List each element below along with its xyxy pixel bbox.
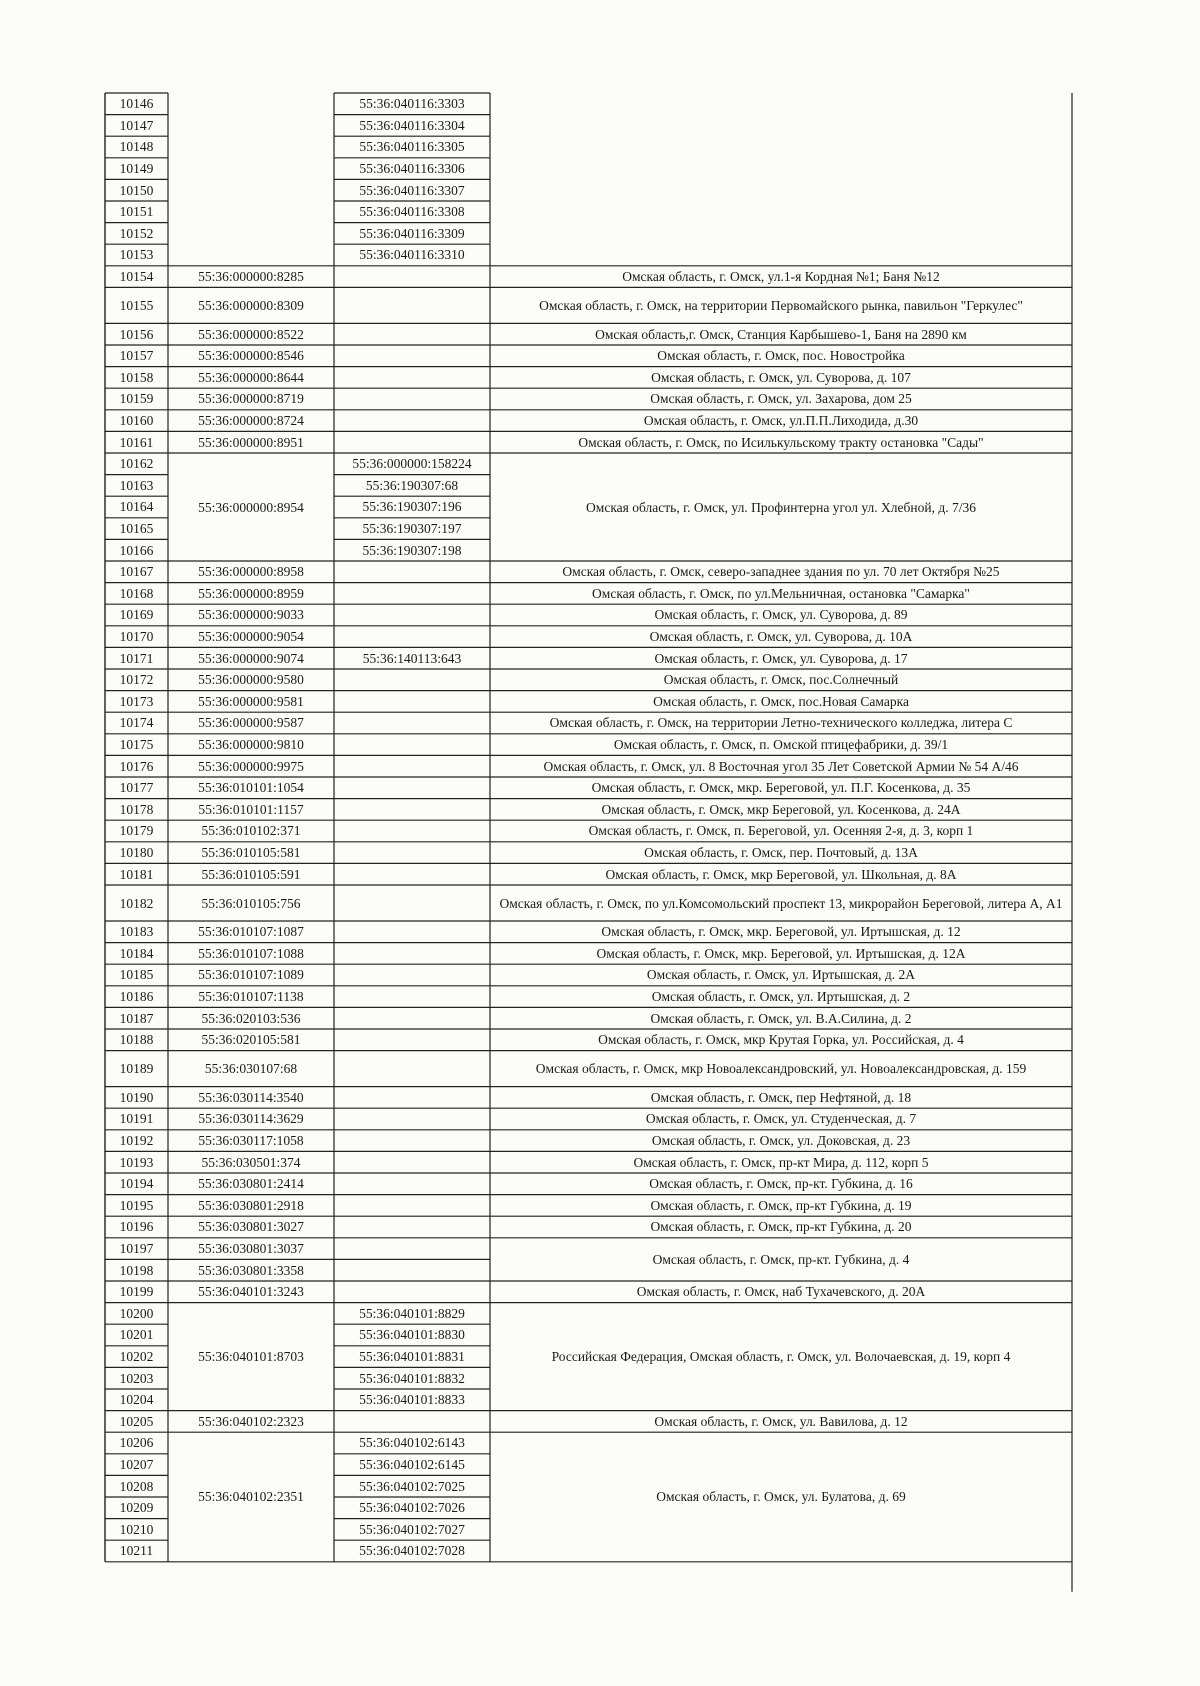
sub-cadastral-number-cell: 55:36:040116:3307 xyxy=(359,182,465,198)
cadastral-number-cell: 55:36:030501:374 xyxy=(201,1154,301,1170)
sub-cadastral-number-cell: 55:36:040101:8830 xyxy=(359,1327,465,1343)
sub-cadastral-number-cell: 55:36:040116:3306 xyxy=(359,161,465,177)
sub-cadastral-number-cell: 55:36:190307:68 xyxy=(365,477,459,493)
row-number-cell: 10207 xyxy=(119,1457,154,1473)
row-number-cell: 10187 xyxy=(119,1010,154,1026)
address-cell: Омская область, г. Омск, пр-кт. Губкина, д. 4 xyxy=(652,1251,910,1267)
cadastral-number-cell: 55:36:030107:68 xyxy=(204,1061,298,1077)
address-cell: Омская область, г. Омск, на территории Летно-технического колледжа, литера С xyxy=(549,715,1013,731)
row-number-cell: 10160 xyxy=(119,413,154,429)
address-cell: Омская область, г. Омск, на территории Первомайского рынка, павильон "Геркулес" xyxy=(539,297,1023,313)
row-number-cell: 10196 xyxy=(119,1219,154,1235)
sub-cadastral-number-cell: 55:36:190307:198 xyxy=(362,542,462,558)
row-number-cell: 10190 xyxy=(119,1089,154,1105)
sub-cadastral-number-cell: 55:36:040101:8829 xyxy=(359,1305,465,1321)
sub-cadastral-number-cell: 55:36:040116:3305 xyxy=(359,139,465,155)
address-cell: Омская область, г. Омск, ул.1-я Кордная №1; Баня №12 xyxy=(622,269,940,285)
address-cell: Омская область, г. Омск, ул. Булатова, д. 69 xyxy=(656,1489,906,1505)
row-number-cell: 10181 xyxy=(119,866,154,882)
row-number-cell: 10159 xyxy=(119,391,154,407)
cadastral-number-cell: 55:36:000000:9975 xyxy=(198,758,304,774)
row-number-cell: 10174 xyxy=(119,715,154,731)
sub-cadastral-number-cell: 55:36:000000:158224 xyxy=(352,456,472,472)
address-cell: Омская область, г. Омск, мкр Новоалександровский, ул. Новоалександровская, д. 159 xyxy=(535,1061,1027,1077)
row-number-cell: 10198 xyxy=(119,1262,154,1278)
row-number-cell: 10168 xyxy=(119,585,154,601)
sub-cadastral-number-cell: 55:36:040102:7028 xyxy=(359,1543,465,1559)
address-cell: Омская область, г. Омск, ул. В.А.Силина, д. 2 xyxy=(650,1010,912,1026)
row-number-cell: 10153 xyxy=(119,247,154,263)
cadastral-number-cell: 55:36:000000:8959 xyxy=(198,585,304,601)
address-cell: Омская область, г. Омск, пос. Новостройка xyxy=(657,348,905,364)
row-number-cell: 10206 xyxy=(119,1435,154,1451)
row-number-cell: 10209 xyxy=(119,1500,154,1516)
address-cell: Омская область, г. Омск, северо-западнее здания по ул. 70 лет Октября №25 xyxy=(562,564,1000,580)
row-number-cell: 10164 xyxy=(119,499,154,515)
address-cell: Омская область, г. Омск, ул. Иртышская, д. 2А xyxy=(646,967,916,983)
row-number-cell: 10169 xyxy=(119,607,154,623)
address-cell: Омская область, г. Омск, мкр. Береговой, ул. П.Г. Косенкова, д. 35 xyxy=(591,780,971,796)
cadastral-number-cell: 55:36:000000:8285 xyxy=(198,269,304,285)
cadastral-number-cell: 55:36:020105:581 xyxy=(201,1032,301,1048)
row-number-cell: 10189 xyxy=(119,1061,154,1077)
address-cell: Омская область, г. Омск, пос.Новая Самарка xyxy=(653,693,909,709)
cadastral-number-cell: 55:36:000000:8958 xyxy=(198,564,304,580)
row-number-cell: 10163 xyxy=(119,477,154,493)
row-number-cell: 10147 xyxy=(119,117,154,133)
address-cell: Омская область, г. Омск, п. Береговой, ул. Осенняя 2-я, д. 3, корп 1 xyxy=(588,823,974,839)
cadastral-number-cell: 55:36:040102:2323 xyxy=(198,1413,304,1429)
row-number-cell: 10197 xyxy=(119,1241,154,1257)
row-number-cell: 10182 xyxy=(119,895,154,911)
row-number-cell: 10166 xyxy=(119,542,154,558)
address-cell: Омская область, г. Омск, пр-кт Мира, д. 112, корп 5 xyxy=(633,1154,929,1170)
sub-cadastral-number-cell: 55:36:040116:3308 xyxy=(359,204,465,220)
row-number-cell: 10180 xyxy=(119,845,154,861)
address-cell: Омская область, г. Омск, ул.П.П.Лиходида, д.30 xyxy=(643,413,919,429)
address-cell: Омская область, г. Омск, ул. Вавилова, д. 12 xyxy=(654,1413,908,1429)
address-cell: Омская область, г. Омск, ул. Доковская, д. 23 xyxy=(651,1133,911,1149)
address-cell: Омская область, г. Омск, ул. Студенческая, д. 7 xyxy=(645,1111,917,1127)
row-number-cell: 10184 xyxy=(119,945,154,961)
cadastral-number-cell: 55:36:010101:1157 xyxy=(198,801,304,817)
cadastral-number-cell: 55:36:030801:3037 xyxy=(198,1241,304,1257)
cadastral-number-cell: 55:36:010107:1088 xyxy=(198,945,304,961)
cadastral-number-cell: 55:36:000000:9054 xyxy=(198,629,304,645)
cadastral-number-cell: 55:36:000000:9580 xyxy=(198,672,304,688)
address-cell: Омская область, г. Омск, мкр Береговой, ул. Школьная, д. 8А xyxy=(605,866,957,882)
row-number-cell: 10204 xyxy=(119,1392,154,1408)
cadastral-number-cell: 55:36:000000:8309 xyxy=(198,297,304,313)
sub-cadastral-number-cell: 55:36:040116:3303 xyxy=(359,96,465,112)
row-number-cell: 10161 xyxy=(119,434,154,450)
sub-cadastral-number-cell: 55:36:190307:196 xyxy=(362,499,462,515)
cadastral-number-cell: 55:36:010107:1087 xyxy=(198,924,304,940)
cadastral-number-cell: 55:36:010105:581 xyxy=(201,845,301,861)
row-number-cell: 10188 xyxy=(119,1032,154,1048)
sub-cadastral-number-cell: 55:36:040116:3309 xyxy=(359,225,465,241)
row-number-cell: 10158 xyxy=(119,369,154,385)
cadastral-number-cell: 55:36:000000:9810 xyxy=(198,737,304,753)
row-number-cell: 10201 xyxy=(119,1327,154,1343)
sub-cadastral-number-cell: 55:36:190307:197 xyxy=(362,521,462,537)
row-number-cell: 10191 xyxy=(119,1111,154,1127)
row-number-cell: 10185 xyxy=(119,967,154,983)
sub-cadastral-number-cell: 55:36:040102:7025 xyxy=(359,1478,465,1494)
cadastral-number-cell: 55:36:030114:3540 xyxy=(198,1089,304,1105)
cadastral-number-cell: 55:36:000000:8954 xyxy=(198,499,304,515)
cadastral-number-cell: 55:36:000000:8719 xyxy=(198,391,304,407)
row-number-cell: 10156 xyxy=(119,326,154,342)
address-cell: Омская область, г. Омск, ул. Захарова, дом 25 xyxy=(650,391,912,407)
row-number-cell: 10154 xyxy=(119,269,154,285)
row-number-cell: 10171 xyxy=(119,650,154,666)
cadastral-number-cell: 55:36:000000:9581 xyxy=(198,693,304,709)
cadastral-number-cell: 55:36:030114:3629 xyxy=(198,1111,304,1127)
address-cell: Омская область, г. Омск, пос.Солнечный xyxy=(663,672,899,688)
cadastral-number-cell: 55:36:010105:756 xyxy=(201,895,301,911)
row-number-cell: 10200 xyxy=(119,1305,154,1321)
address-cell: Омская область, г. Омск, мкр. Береговой, ул. Иртышская, д. 12А xyxy=(596,945,966,961)
row-number-cell: 10173 xyxy=(119,693,154,709)
cadastral-number-cell: 55:36:030801:2414 xyxy=(198,1176,304,1192)
address-cell: Омская область, г. Омск, ул. 8 Восточная угол 35 Лет Советской Армии № 54 А/46 xyxy=(543,758,1019,774)
row-number-cell: 10148 xyxy=(119,139,154,155)
cadastral-number-cell: 55:36:000000:8951 xyxy=(198,434,304,450)
cadastral-number-cell: 55:36:010101:1054 xyxy=(198,780,304,796)
address-cell: Омская область, г. Омск, по ул.Мельничная, остановка "Самарка" xyxy=(592,585,970,601)
address-cell: Российская Федерация, Омская область, г. Омск, ул. Волочаевская, д. 19, корп 4 xyxy=(551,1349,1011,1365)
sub-cadastral-number-cell: 55:36:040102:7026 xyxy=(359,1500,465,1516)
address-cell: Омская область, г. Омск, мкр Крутая Горка, ул. Российская, д. 4 xyxy=(598,1032,964,1048)
cadastral-number-cell: 55:36:030801:3358 xyxy=(198,1262,304,1278)
row-number-cell: 10167 xyxy=(119,564,154,580)
cadastral-number-cell: 55:36:010107:1138 xyxy=(198,989,304,1005)
cadastral-number-cell: 55:36:040101:8703 xyxy=(198,1349,304,1365)
address-cell: Омская область, г. Омск, мкр Береговой, ул. Косенкова, д. 24А xyxy=(601,801,961,817)
sub-cadastral-number-cell: 55:36:040116:3310 xyxy=(359,247,465,263)
cadastral-number-cell: 55:36:000000:9033 xyxy=(198,607,304,623)
row-number-cell: 10165 xyxy=(119,521,154,537)
address-cell: Омская область, г. Омск, ул. Профинтерна угол ул. Хлебной, д. 7/36 xyxy=(586,499,976,515)
sub-cadastral-number-cell: 55:36:040101:8831 xyxy=(359,1349,465,1365)
address-cell: Омская область, г. Омск, по ул.Комсомольский проспект 13, микрорайон Береговой, литера А, А1 xyxy=(499,895,1063,911)
sub-cadastral-number-cell: 55:36:140113:643 xyxy=(362,650,462,666)
row-number-cell: 10176 xyxy=(119,758,154,774)
cadastral-number-cell: 55:36:040101:3243 xyxy=(198,1284,304,1300)
row-number-cell: 10162 xyxy=(119,456,154,472)
cadastral-number-cell: 55:36:020103:536 xyxy=(201,1010,301,1026)
row-number-cell: 10192 xyxy=(119,1133,154,1149)
row-number-cell: 10172 xyxy=(119,672,154,688)
row-number-cell: 10211 xyxy=(119,1543,154,1559)
row-number-cell: 10195 xyxy=(119,1197,154,1213)
cadastral-number-cell: 55:36:000000:9587 xyxy=(198,715,304,731)
cadastral-number-cell: 55:36:030117:1058 xyxy=(198,1133,304,1149)
row-number-cell: 10208 xyxy=(119,1478,154,1494)
address-cell: Омская область, г. Омск, мкр. Береговой, ул. Иртышская, д. 12 xyxy=(601,924,961,940)
row-number-cell: 10210 xyxy=(119,1521,154,1537)
row-number-cell: 10193 xyxy=(119,1154,154,1170)
row-number-cell: 10175 xyxy=(119,737,154,753)
cadastral-number-cell: 55:36:000000:8522 xyxy=(198,326,304,342)
address-cell: Омская область, г. Омск, п. Омской птицефабрики, д. 39/1 xyxy=(613,737,949,753)
address-cell: Омская область, г. Омск, пр-кт Губкина, д. 20 xyxy=(650,1219,912,1235)
cadastral-number-cell: 55:36:010102:371 xyxy=(201,823,301,839)
row-number-cell: 10178 xyxy=(119,801,154,817)
address-cell: Омская область, г. Омск, пр-кт Губкина, д. 19 xyxy=(650,1197,912,1213)
cadastral-number-cell: 55:36:000000:8644 xyxy=(198,369,304,385)
row-number-cell: 10177 xyxy=(119,780,154,796)
row-number-cell: 10203 xyxy=(119,1370,154,1386)
cadastral-number-cell: 55:36:040102:2351 xyxy=(198,1489,304,1505)
row-number-cell: 10183 xyxy=(119,924,154,940)
address-cell: Омская область, г. Омск, пер Нефтяной, д. 18 xyxy=(650,1089,912,1105)
cadastral-number-cell: 55:36:010105:591 xyxy=(201,866,301,882)
address-cell: Омская область, г. Омск, наб Тухачевского, д. 20А xyxy=(636,1284,926,1300)
row-number-cell: 10151 xyxy=(119,204,154,220)
address-cell: Омская область, г. Омск, ул. Иртышская, д. 2 xyxy=(651,989,911,1005)
row-number-cell: 10150 xyxy=(119,182,154,198)
address-cell: Омская область, г. Омск, ул. Суворова, д. 17 xyxy=(654,650,908,666)
row-number-cell: 10199 xyxy=(119,1284,154,1300)
sub-cadastral-number-cell: 55:36:040102:6143 xyxy=(359,1435,465,1451)
sub-cadastral-number-cell: 55:36:040116:3304 xyxy=(359,117,465,133)
row-number-cell: 10186 xyxy=(119,989,154,1005)
row-number-cell: 10157 xyxy=(119,348,154,364)
cadastral-number-cell: 55:36:000000:9074 xyxy=(198,650,304,666)
address-cell: Омская область, г. Омск, пр-кт. Губкина, д. 16 xyxy=(649,1176,913,1192)
row-number-cell: 10202 xyxy=(119,1349,154,1365)
sub-cadastral-number-cell: 55:36:040101:8833 xyxy=(359,1392,465,1408)
cadastral-number-cell: 55:36:010107:1089 xyxy=(198,967,304,983)
cadastral-number-cell: 55:36:000000:8724 xyxy=(198,413,304,429)
row-number-cell: 10205 xyxy=(119,1413,154,1429)
row-number-cell: 10155 xyxy=(119,297,154,313)
address-cell: Омская область, г. Омск, ул. Суворова, д. 107 xyxy=(651,369,911,385)
row-number-cell: 10170 xyxy=(119,629,154,645)
row-number-cell: 10152 xyxy=(119,225,154,241)
address-cell: Омская область, г. Омск, пер. Почтовый, д. 13А xyxy=(644,845,918,861)
address-cell: Омская область, г. Омск, ул. Суворова, д. 89 xyxy=(654,607,908,623)
row-number-cell: 10149 xyxy=(119,161,154,177)
row-number-cell: 10194 xyxy=(119,1176,154,1192)
address-cell: Омская область, г. Омск, по Исилькульскому тракту остановка "Сады" xyxy=(578,434,984,450)
address-cell: Омская область, г. Омск, ул. Суворова, д. 10А xyxy=(649,629,913,645)
sub-cadastral-number-cell: 55:36:040102:7027 xyxy=(359,1521,465,1537)
address-cell: Омская область,г. Омск, Станция Карбышево-1, Баня на 2890 км xyxy=(595,326,967,342)
row-number-cell: 10179 xyxy=(119,823,154,839)
sub-cadastral-number-cell: 55:36:040102:6145 xyxy=(359,1457,465,1473)
row-number-cell: 10146 xyxy=(119,96,154,112)
cadastral-number-cell: 55:36:030801:2918 xyxy=(198,1197,304,1213)
sub-cadastral-number-cell: 55:36:040101:8832 xyxy=(359,1370,465,1386)
cadastral-number-cell: 55:36:030801:3027 xyxy=(198,1219,304,1235)
cadastral-number-cell: 55:36:000000:8546 xyxy=(198,348,304,364)
